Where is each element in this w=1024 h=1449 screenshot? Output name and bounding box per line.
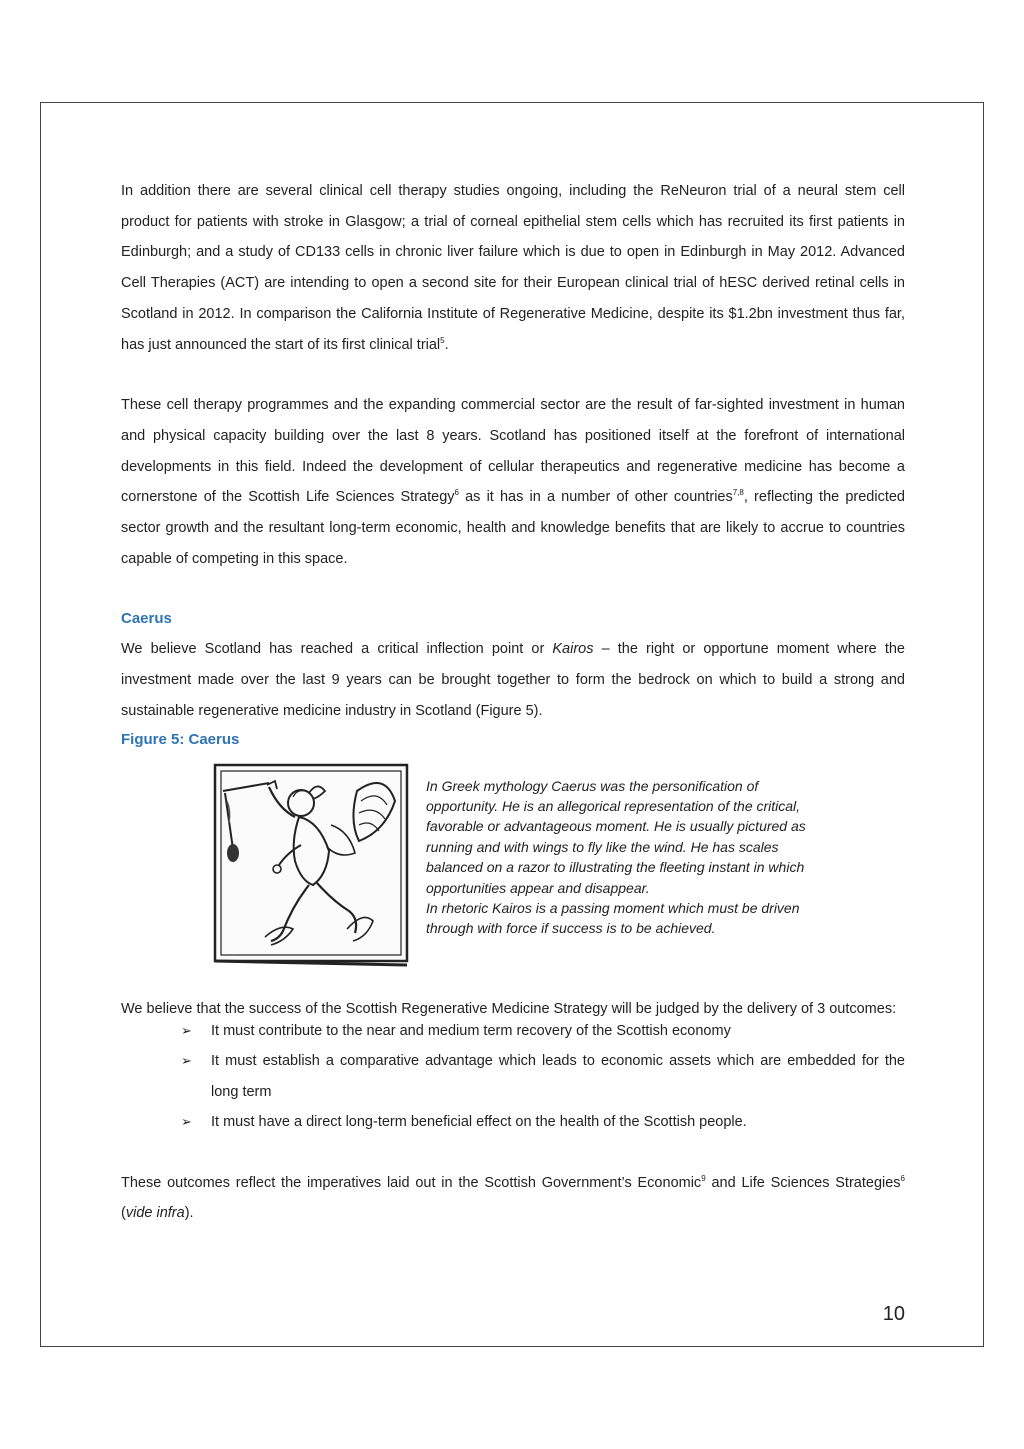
caption-line: In rhetoric Kairos is a passing moment which must be driven: [426, 899, 800, 916]
caption-line: opportunity. He is an allegorical representation of the critical,: [426, 797, 801, 814]
paragraph-closing: These outcomes reflect the imperatives laid out in the Scottish Government’s Economic$^9$ and Life Sciences Strategies$^6$ (vide infra).: [121, 1173, 905, 1222]
arrow-bullet-icon: ➢: [181, 1114, 192, 1130]
section-heading-caerus: Caerus: [121, 610, 172, 628]
caption-line: through with force if success is to be achieved.: [426, 920, 716, 937]
paragraph-clinical-studies: In addition there are several clinical cell therapy studies ongoing, including the ReNeuron trial of a neural stem cell product for patients with stroke in Glasgow; a trial of corneal epithelial stem cells which has recruited its first patients in Edinburgh; and a study of CD133 cells in chronic liver failure which is due to open in Edinburgh in May 2012. Advanced Cell Therapies (ACT) are intending to open a second site for their European clinical trial of hESC derived retinal cells in Scotland in 2012. In comparison the California Institute of Regenerative Medicine, despite its $1.2bn investment thus far, has just announced the start of its first clinical trial$^5$.: [121, 183, 905, 353]
figure-caerus: [121, 761, 905, 999]
caption-line: opportunities appear and disappear.: [426, 879, 650, 896]
list-item: ➢ It must contribute to the near and medium term recovery of the Scottish economy: [121, 1016, 905, 1047]
caption-line: running and with wings to fly like the wind. He has scales: [426, 838, 779, 855]
footnote-ref[interactable]: 7,8: [732, 488, 744, 498]
footnote-ref[interactable]: 6: [900, 1173, 905, 1183]
footnote-ref[interactable]: 5: [440, 335, 445, 345]
outcomes-intro: We believe that the success of the Scottish Regenerative Medicine Strategy will be judged by the delivery of 3 outcomes:: [121, 1000, 897, 1017]
caption-line: favorable or advantageous moment. He is usually pictured as: [426, 818, 806, 835]
list-item: ➢ It must establish a comparative advantage which leads to economic assets which are embedded for the long term: [121, 1046, 905, 1107]
caption-line: In Greek mythology Caerus was the personification of: [426, 777, 759, 794]
paragraph-investment: These cell therapy programmes and the expanding commercial sector are the result of far-sighted investment in human and physical capacity building over the last 8 years. Scotland has positioned itself at the forefront of international developments in this field. Indeed the development of cellular therapeutics and regenerative medicine has become a cornerstone of the Scottish Life Sciences Strategy$^6$ as it has in a number of other countries$^{7,8}$, reflecting the predicted sector growth and the resultant long-term economic, health and knowledge benefits that are likely to accrue to countries capable of competing in this space.: [121, 397, 905, 567]
footnote-ref[interactable]: 9: [701, 1173, 706, 1183]
page-content: [121, 176, 905, 1229]
footnote-ref[interactable]: 6: [454, 488, 459, 498]
paragraph-caerus: We believe Scotland has reached a critical inflection point or Kairos – the right or opportune moment where the investment made over the last 9 years can be brought together to form the bedrock on which to build a strong and sustainable regenerative medicine industry in Scotland (Figure 5).: [121, 641, 905, 719]
caerus-relief-illustration: [209, 761, 411, 971]
arrow-bullet-icon: ➢: [181, 1053, 192, 1069]
figure-caption: [426, 776, 866, 939]
list-item: ➢ It must have a direct long-term beneficial effect on the health of the Scottish people.: [121, 1107, 905, 1138]
arrow-bullet-icon: ➢: [181, 1022, 192, 1038]
page-number: 10: [882, 1303, 905, 1325]
caption-line: balanced on a razor to illustrating the fleeting instant in which: [426, 859, 805, 876]
figure-title: Figure 5: Caerus: [121, 730, 240, 748]
outcomes-list: [121, 1016, 905, 1138]
